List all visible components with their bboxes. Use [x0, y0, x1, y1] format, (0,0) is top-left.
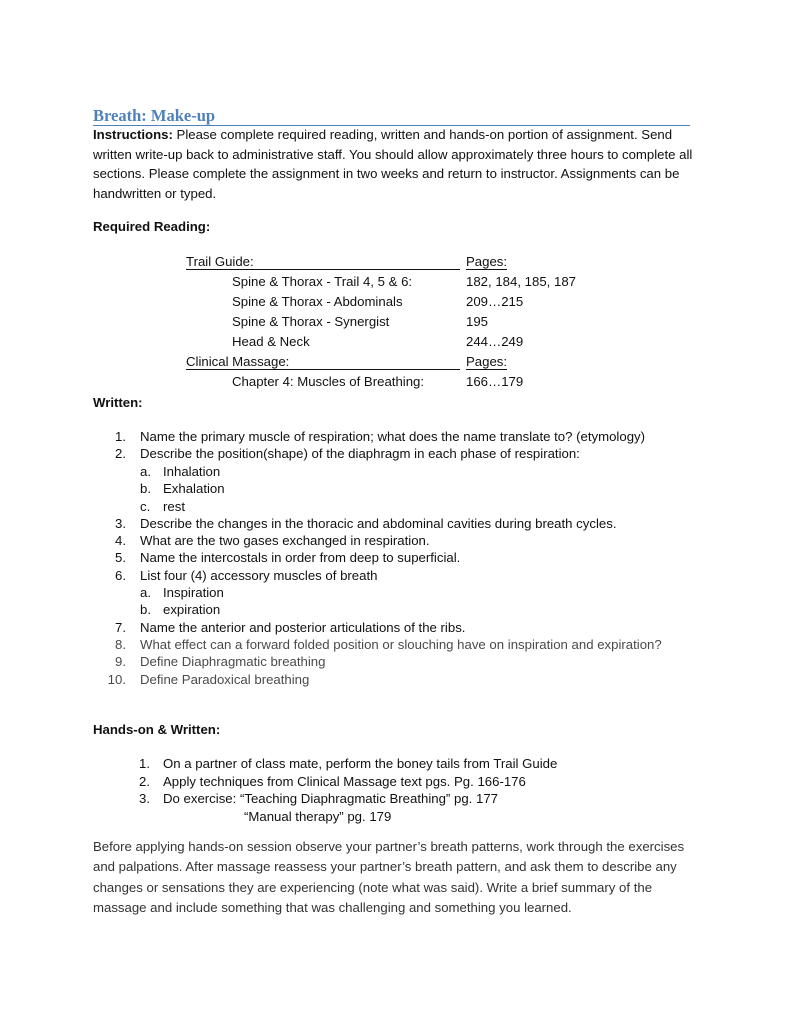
pages-label-2: Pages:: [466, 354, 508, 369]
hands-on-heading: Hands-on & Written:: [93, 722, 221, 737]
hands-on-item-3: Do exercise: “Teaching Diaphragmatic Breathing” pg. 177: [163, 791, 498, 806]
written-question-10: Define Paradoxical breathing: [140, 672, 310, 687]
reading-item-pages: 166…179: [466, 374, 524, 389]
pages-label-1: Pages:: [466, 254, 508, 269]
written-question-2: Describe the position(shape) of the diaphragm in each phase of respiration:: [140, 446, 580, 461]
written-question-6: List four (4) accessory muscles of breath: [140, 568, 378, 583]
written-question-9: Define Diaphragmatic breathing: [140, 654, 326, 669]
trail-guide-row: [186, 254, 460, 270]
closing-paragraph: Before applying hands-on session observe your partner’s breath patterns, work through the exercises and palpations. After massage reassess your partner’s breath pattern, and ask them to describe any changes or sensations they are experiencing (note what was said). Write a brief summary of the massage and include something that was challenging and something you learned.: [93, 839, 685, 916]
sub-letter: b.: [140, 602, 151, 617]
list-number: 3.: [115, 516, 126, 531]
hands-on-item-1: On a partner of class mate, perform the boney tails from Trail Guide: [163, 756, 558, 771]
list-number: 9.: [115, 654, 126, 669]
list-number: 10.: [107, 672, 126, 687]
reading-item-name: Spine & Thorax - Trail 4, 5 & 6:: [232, 274, 413, 289]
list-number: 4.: [115, 533, 126, 548]
list-number: 7.: [115, 620, 126, 635]
sub-letter: a.: [140, 464, 151, 479]
written-question-3: Describe the changes in the thoracic and abdominal cavities during breath cycles.: [140, 516, 617, 531]
document-title: Breath: Make-up: [93, 106, 216, 125]
reading-item-name: Spine & Thorax - Synergist: [232, 314, 390, 329]
list-number: 3.: [139, 791, 150, 806]
pages-label-1-wrap: [466, 254, 507, 270]
reading-item-pages: 182, 184, 185, 187: [466, 274, 576, 289]
reading-item-name: Spine & Thorax - Abdominals: [232, 294, 403, 309]
instructions-paragraph: [93, 125, 703, 203]
sub-letter: c.: [140, 499, 151, 514]
written-heading: Written:: [93, 395, 143, 410]
written-question-2b: Exhalation: [163, 481, 225, 496]
reading-item-name: Head & Neck: [232, 334, 310, 349]
reading-item-name: Chapter 4: Muscles of Breathing:: [232, 374, 425, 389]
list-number: 6.: [115, 568, 126, 583]
written-question-7: Name the anterior and posterior articulations of the ribs.: [140, 620, 466, 635]
instructions-text: Please complete required reading, written and hands-on portion of assignment. Send written write-up back to administrative staff. You should allow approximately three hours to complete all sections. Please complete the assignment in two weeks and return to instructor. Assignments can be handwritten or typed.: [93, 127, 693, 201]
clinical-massage-label: Clinical Massage:: [186, 354, 460, 370]
written-question-1: Name the primary muscle of respiration; what does the name translate to? (etymology): [140, 429, 646, 444]
written-question-5: Name the intercostals in order from deep to superficial.: [140, 550, 461, 565]
written-question-2a: Inhalation: [163, 464, 221, 479]
trail-guide-label: Trail Guide:: [186, 254, 460, 270]
list-number: 1.: [115, 429, 126, 444]
written-question-6b: expiration: [163, 602, 221, 617]
list-number: 2.: [115, 446, 126, 461]
clinical-massage-row: [186, 354, 460, 370]
written-question-2c: rest: [163, 499, 185, 514]
reading-item-pages: 244…249: [466, 334, 524, 349]
list-number: 1.: [139, 756, 150, 771]
written-question-8: What effect can a forward folded position or slouching have on inspiration and expiration?: [140, 637, 662, 652]
written-question-4: What are the two gases exchanged in respiration.: [140, 533, 430, 548]
sub-letter: a.: [140, 585, 151, 600]
sub-letter: b.: [140, 481, 151, 496]
hands-on-item-3b: “Manual therapy” pg. 179: [244, 809, 392, 824]
instructions-label: Instructions:: [93, 127, 173, 142]
written-question-6a: Inspiration: [163, 585, 224, 600]
list-number: 8.: [115, 637, 126, 652]
reading-item-pages: 195: [466, 314, 489, 329]
pages-label-2-wrap: [466, 354, 507, 370]
list-number: 5.: [115, 550, 126, 565]
list-number: 2.: [139, 774, 150, 789]
required-reading-heading: Required Reading:: [93, 219, 211, 234]
hands-on-item-2: Apply techniques from Clinical Massage text pgs. Pg. 166-176: [163, 774, 526, 789]
reading-item-pages: 209…215: [466, 294, 524, 309]
